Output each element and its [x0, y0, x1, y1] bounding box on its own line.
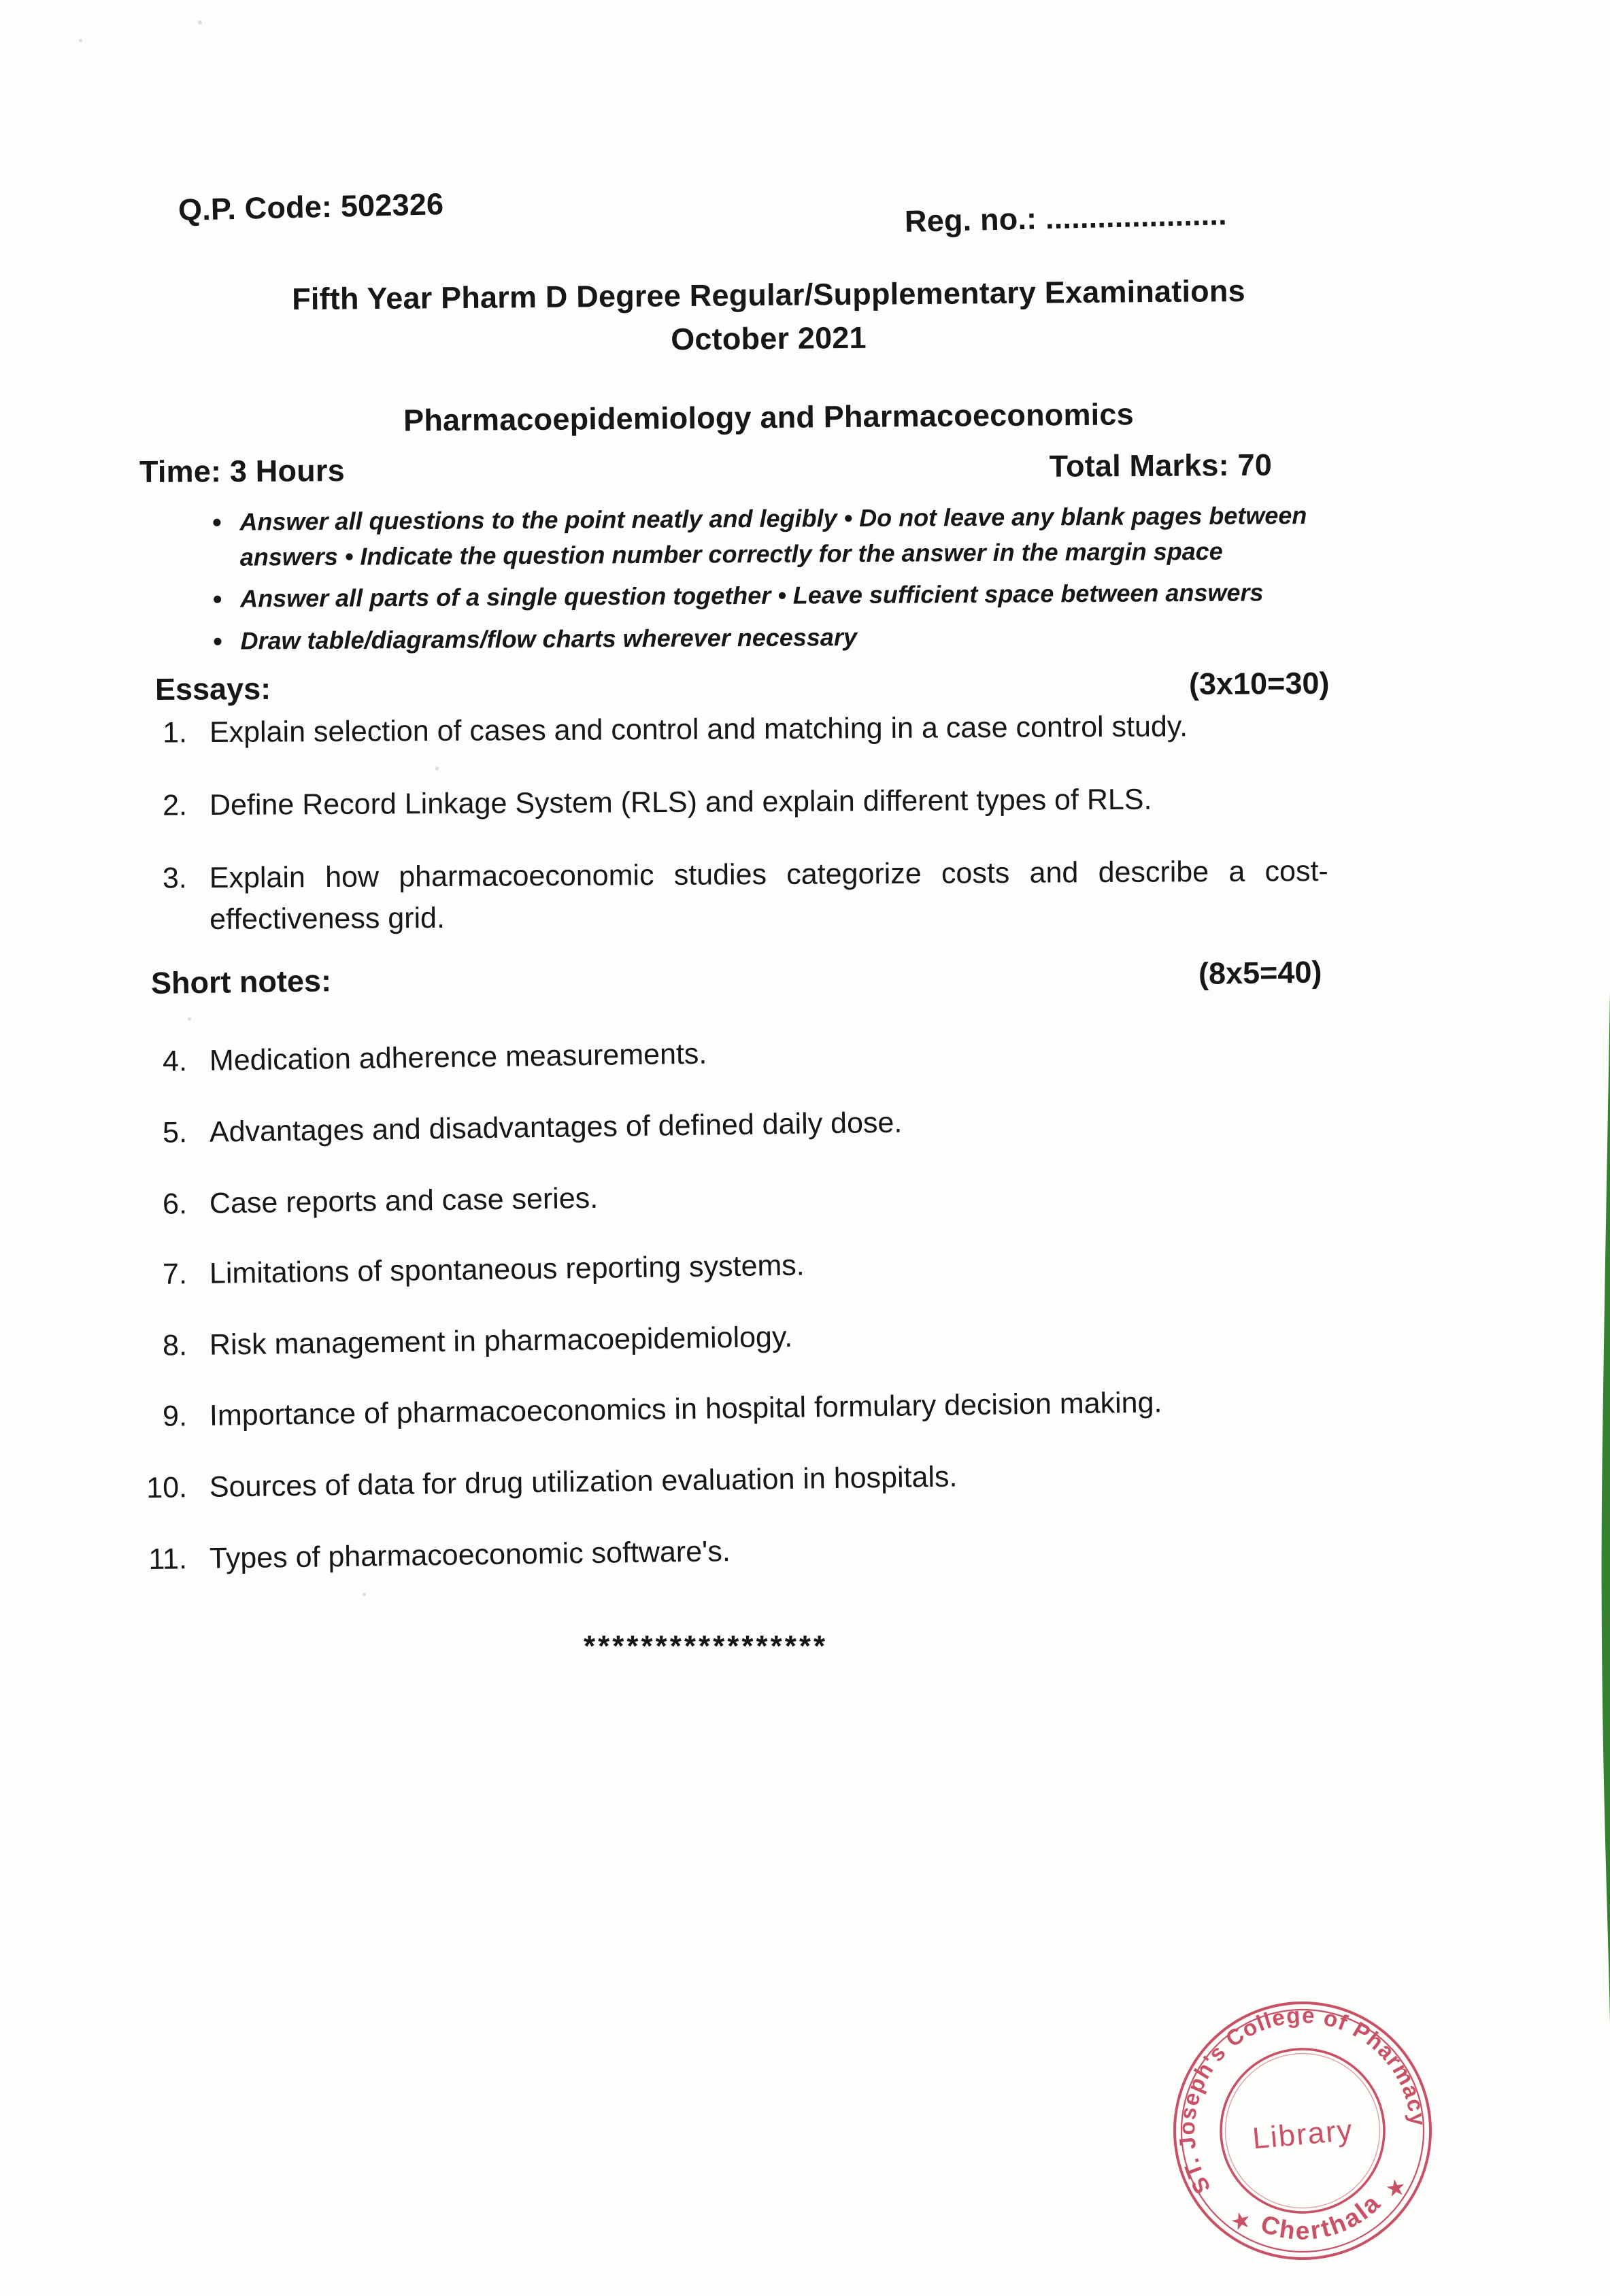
qp-code-label: Q.P. Code: 502326 [178, 186, 444, 227]
instructions-list [193, 498, 1349, 665]
question-row [102, 1380, 1341, 1438]
question-text [209, 851, 1341, 941]
question-number: 7. [162, 1257, 188, 1291]
exam-title: Fifth Year Pharm D Degree Regular/Supplementary Examinations [291, 273, 1245, 317]
library-stamp [1155, 1983, 1450, 2278]
stamp-bottom-text: Cherthala [1257, 2188, 1387, 2245]
question-text: Importance of pharmacoeconomics in hospital formulary decision making. [209, 1386, 1162, 1432]
scan-speck [435, 766, 439, 771]
stamp-center-text: Library [1251, 2113, 1355, 2156]
question-number: 10. [146, 1471, 188, 1505]
question-row [102, 1238, 1341, 1296]
question-number: 2. [162, 789, 188, 822]
question-row [102, 1096, 1341, 1155]
question-row [102, 1168, 1341, 1226]
question-text: Types of pharmacoeconomic software's. [209, 1535, 731, 1575]
question-row [102, 1523, 1341, 1581]
section-marks-short-notes: (8x5=40) [1198, 954, 1322, 991]
stamp-arc-text: ST. Joseph's College of Pharmacy [1173, 2002, 1431, 2199]
instruction-item: • Draw table/diagrams/flow charts wherever necessary [233, 616, 1349, 658]
scan-speck [198, 20, 202, 24]
question-text: Limitations of spontaneous reporting systems. [209, 1249, 805, 1290]
question-number: 6. [162, 1187, 188, 1221]
scan-speck [79, 39, 82, 42]
question-number: 8. [162, 1329, 188, 1362]
question-number: 1. [162, 716, 188, 749]
question-row [102, 851, 1341, 941]
question-text-line: Explain how pharmacoeconomic studies categorize costs and describe a cost- [209, 854, 1328, 895]
star-icon: ★ [1227, 2206, 1254, 2237]
total-marks-label: Total Marks: 70 [1049, 447, 1273, 484]
question-text-line: effectiveness grid. [209, 901, 446, 936]
instruction-item: • Answer all parts of a single question together • Leave sufficient space between answers [233, 575, 1349, 617]
question-text: Case reports and case series. [209, 1181, 599, 1220]
question-number: 11. [148, 1542, 188, 1576]
scan-speck [363, 1593, 366, 1596]
question-row [102, 1451, 1341, 1510]
scan-edge-strip [1600, 990, 1610, 2025]
exam-session: October 2021 [670, 320, 867, 357]
instruction-item: • Answer all questions to the point neatly and legibly • Do not leave any blank pages between answers • Indicate the question number correctly for the answer in the margin space [233, 498, 1349, 575]
scan-edge-shape [1602, 990, 1610, 2025]
question-text: Explain selection of cases and control and matching in a case control study. [209, 710, 1188, 749]
section-marks-essays: (3x10=30) [1188, 665, 1330, 701]
section-heading-essays: Essays: [154, 671, 271, 707]
question-text: Risk management in pharmacoepidemiology. [209, 1320, 793, 1362]
question-row [102, 778, 1340, 827]
subject-title: Pharmacoepidemiology and Pharmacoeconomics [403, 396, 1135, 438]
question-row [102, 1309, 1341, 1368]
question-number: 5. [162, 1116, 188, 1149]
question-row [102, 1025, 1341, 1083]
question-text: Medication adherence measurements. [209, 1037, 707, 1077]
question-text: Define Record Linkage System (RLS) and explain different types of RLS. [209, 783, 1152, 822]
question-row [102, 705, 1340, 754]
question-text: Sources of data for drug utilization evaluation in hospitals. [209, 1460, 958, 1504]
question-text: Advantages and disadvantages of defined daily dose. [209, 1106, 903, 1149]
question-number: 9. [162, 1400, 188, 1433]
star-icon: ★ [1383, 2174, 1408, 2203]
time-label: Time: 3 Hours [139, 453, 346, 489]
section-heading-short-notes: Short notes: [150, 963, 332, 1000]
reg-no-label: Reg. no.: ..................... [904, 197, 1228, 239]
divider-asterisks: ***************** [584, 1630, 828, 1663]
scan-speck [188, 1017, 191, 1021]
question-number: 3. [162, 862, 187, 895]
question-number: 4. [162, 1045, 188, 1078]
